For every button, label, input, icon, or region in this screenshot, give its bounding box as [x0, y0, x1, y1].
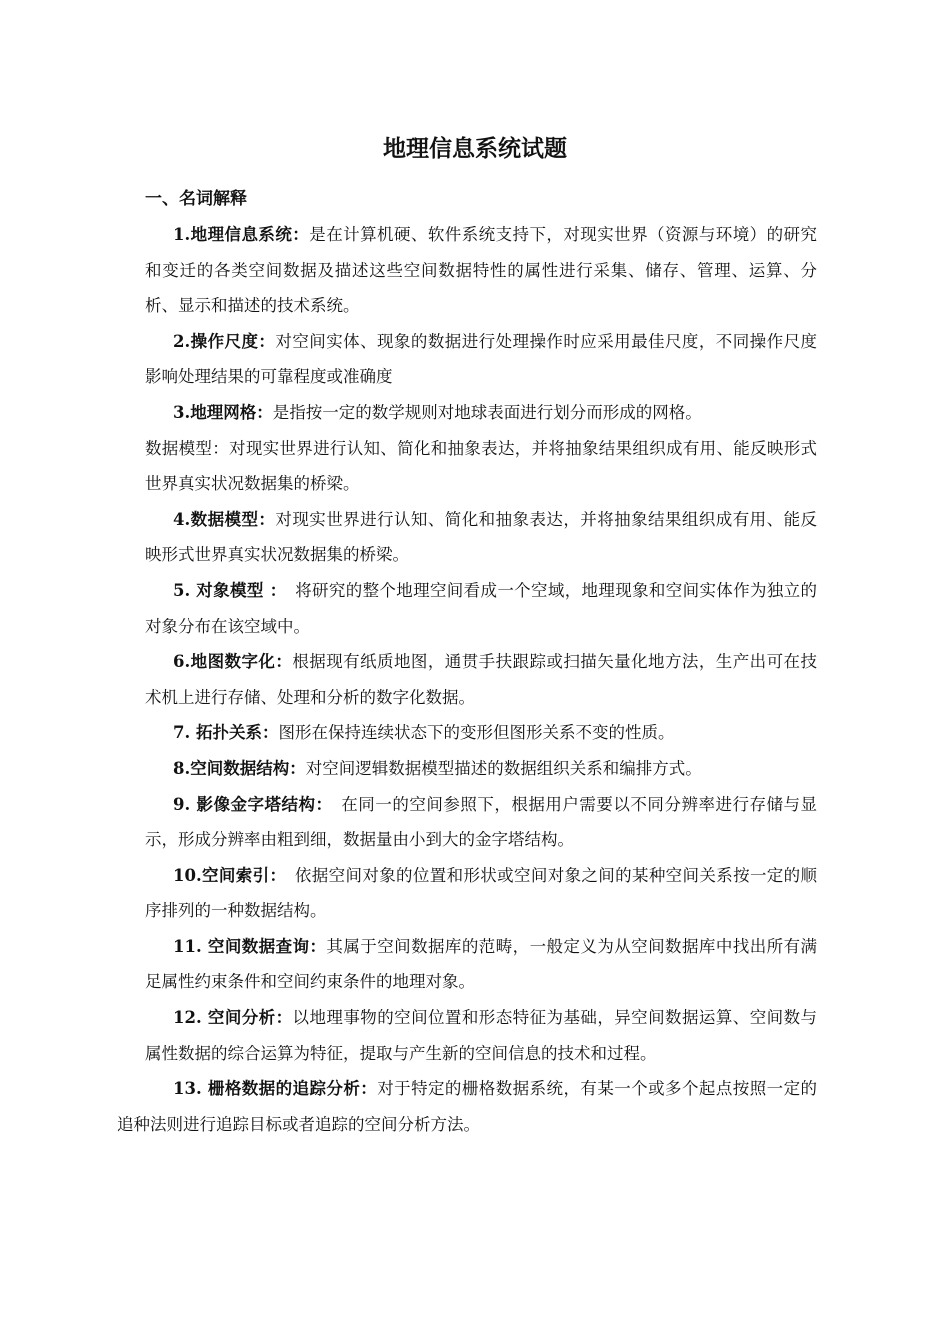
definition-entry-12 — [145, 1000, 817, 1071]
entry-definition: 在同一的空间参照下，根据用户需要以不同分辨率进行存储与显示，形成分辨率由粗到细，数据量由小到大的金字塔结构。 — [145, 794, 817, 850]
entry-term: 12. 空间分析： — [173, 1008, 293, 1028]
entry-definition: 对现实世界进行认知、简化和抽象表达，并将抽象结果组织成有用、能反映形式世界真实状况数据集的桥梁。 — [145, 509, 818, 565]
entry-definition: 是指按一定的数学规则对地球表面进行划分而形成的网格。 — [272, 402, 702, 422]
entry-definition: 数据模型：对现实世界进行认知、简化和抽象表达，并将抽象结果组织成有用、能反映形式世界真实状况数据集的桥梁。 — [145, 438, 817, 494]
definition-entry-3 — [145, 395, 817, 431]
entry-definition: 根据现有纸质地图，通贯手扶跟踪或扫描矢量化地方法，生产出可在技术机上进行存储、处理和分析的数字化数据。 — [145, 652, 818, 707]
entry-term: 13. 栅格数据的追踪分析： — [173, 1079, 378, 1099]
definition-entry-6 — [145, 644, 817, 715]
definition-entry-8 — [145, 751, 817, 787]
entry-definition: 对于特定的栅格数据系统，有某一个或多个起点按照一定的追种法则进行追踪目标或者追踪的空间分析方法。 — [117, 1079, 817, 1134]
entry-definition: 对空间逻辑数据模型描述的数据组织关系和编排方式。 — [305, 758, 702, 778]
definition-entry-data-model-note — [145, 431, 817, 502]
entry-term: 9. 影像金字塔结构： — [173, 794, 325, 814]
entry-term: 10.空间索引： — [173, 865, 279, 885]
entry-term: 2.操作尺度： — [173, 331, 276, 351]
entry-definition: 是在计算机硬、软件系统支持下，对现实世界（资源与环境）的研究和变迁的各类空间数据及描述这些空间数据特性的属性进行采集、储存、管理、运算、分析、显示和描述的技术系统。 — [145, 225, 817, 316]
entry-term: 1.地理信息系统： — [173, 225, 310, 244]
entry-term: 6.地图数字化： — [173, 652, 293, 672]
entry-definition: 将研究的整个地理空间看成一个空域，地理现象和空间实体作为独立的对象分布在该空域中。 — [145, 580, 818, 636]
definition-entry-13 — [117, 1071, 817, 1142]
document-title: 地理信息系统试题 — [383, 135, 567, 162]
entry-definition: 其属于空间数据库的范畴，一般定义为从空间数据库中找出所有满足属性约束条件和空间约束条件的地理对象。 — [145, 936, 817, 992]
entry-term: 5. 对象模型 ： — [173, 580, 279, 600]
definition-entry-5 — [145, 573, 817, 644]
definition-entry-7 — [145, 715, 817, 751]
entry-term: 11. 空间数据查询： — [173, 936, 327, 956]
definition-entry-4 — [145, 502, 817, 573]
definition-entry-10 — [145, 858, 817, 929]
entry-term: 4.数据模型： — [173, 509, 276, 529]
entry-term: 8.空间数据结构： — [173, 758, 306, 778]
definition-list — [117, 217, 818, 1142]
definition-entry-2 — [145, 324, 817, 395]
entry-definition: 依据空间对象的位置和形状或空间对象之间的某种空间关系按一定的顺序排列的一种数据结构。 — [145, 865, 817, 921]
definition-entry-11 — [145, 929, 817, 1000]
section-heading: 一、名词解释 — [145, 189, 247, 209]
definition-entry-9 — [145, 787, 817, 858]
entry-definition: 对空间实体、现象的数据进行处理操作时应采用最佳尺度，不同操作尺度影响处理结果的可靠程度或准确度 — [145, 331, 818, 387]
entry-term: 7. 拓扑关系： — [173, 723, 279, 743]
definition-entry-1 — [145, 217, 817, 324]
entry-definition: 以地理事物的空间位置和形态特征为基础，异空间数据运算、空间数与属性数据的综合运算为特征，提取与产生新的空间信息的技术和过程。 — [145, 1008, 818, 1063]
entry-definition: 图形在保持连续状态下的变形但图形关系不变的性质。 — [278, 723, 675, 743]
entry-term: 3.地理网格： — [173, 402, 273, 422]
